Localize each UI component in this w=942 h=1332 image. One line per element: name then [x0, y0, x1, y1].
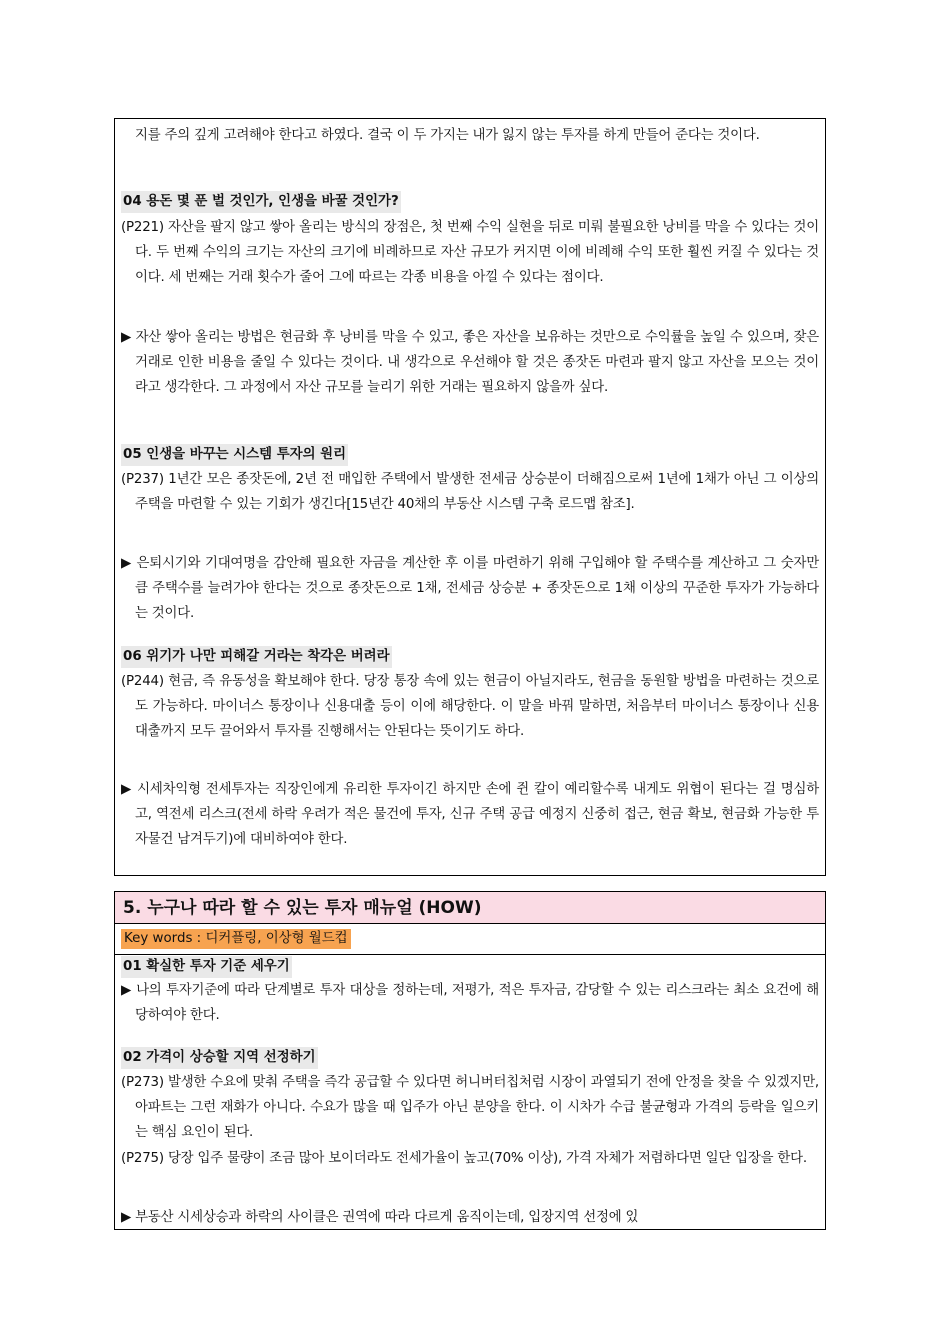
section-05-quote: (P237) 1년간 모은 종잣돈에, 2년 전 매입한 주택에서 발생한 전세금 상승분이 더해짐으로써 1년에 1채가 아닌 그 이상의 주택을 마련할 수 있는 기회가 생긴다[15년간 40채의 부동산 시스템 구축 로드맵 참조].: [121, 472, 819, 512]
section-02-quote-2: (P275) 당장 입주 물량이 조금 많아 보이더라도 전세가율이 높고(70% 이상), 가격 자체가 저렴하다면 일단 입장을 한다.: [121, 1151, 807, 1166]
book-notes-box: [114, 118, 826, 876]
keywords-label: Key words : 디커플링, 이상형 월드컵: [121, 929, 351, 949]
section-02-comment: ▶ 부동산 시세상승과 하락의 사이클은 권역에 따라 다르게 움직이는데, 입장지역 선정에 있: [121, 1210, 639, 1225]
intro-paragraph: 지를 주의 깊게 고려해야 한다고 하였다. 결국 이 두 가지는 내가 잃지 않는 투자를 하게 만들어 준다는 것이다.: [135, 128, 760, 143]
section-06-quote: (P244) 현금, 즉 유동성을 확보해야 한다. 당장 통장 속에 있는 현금이 아닐지라도, 현금을 동원할 방법을 마련하는 것으로도 가능하다. 마이너스 통장이나 신용대출 등이 이에 해당한다. 이 말을 바꿔 말하면, 처음부터 마이너스 통장이나 신용대출까지 모두 끌어와서 투자를 진행해서는 안된다는 뜻이기도 하다.: [121, 674, 819, 739]
section-04-quote: (P221) 자산을 팔지 않고 쌓아 올리는 방식의 장점은, 첫 번째 수익 실현을 뒤로 미뤄 불필요한 낭비를 막을 수 있다는 것이다. 두 번째 수익의 크기는 자산의 크기에 비례하므로 자산 규모가 커지면 이에 비례해 수익 또한 훨씬 커질 수 있다는 것이다. 세 번째는 거래 횟수가 줄어 그에 따르는 각종 비용을 아낄 수 있다는 점이다.: [121, 220, 819, 285]
section-04-comment: ▶ 자산 쌓아 올리는 방법은 현금화 후 낭비를 막을 수 있고, 좋은 자산을 보유하는 것만으로 수익률을 높일 수 있으며, 잦은 거래로 인한 비용을 줄일 수 있다는 것이다. 내 생각으로 우선해야 할 것은 종잣돈 마련과 팔지 않고 자산을 모으는 것이라고 생각한다. 그 과정에서 자산 규모를 늘리기 위한 거래는 필요하지 않을까 싶다.: [121, 330, 819, 395]
section-06-heading: 06 위기가 나만 피해갈 거라는 착각은 버려라: [121, 646, 392, 668]
manual-section-box: [114, 891, 826, 1230]
section-04-heading: 04 용돈 몇 푼 벌 것인가, 인생을 바꿀 것인가?: [121, 191, 401, 213]
section-02-heading: 02 가격이 상승할 지역 선정하기: [121, 1047, 318, 1069]
section-06-comment: ▶ 시세차익형 전세투자는 직장인에게 유리한 투자이긴 하지만 손에 쥔 칼이 예리할수록 내게도 위협이 된다는 걸 명심하고, 역전세 리스크(전세 하락 우려가 적은 물건에 투자, 신규 주택 공급 예정지 신중히 접근, 현금 확보, 현금화 가능한 투자물건 남겨두기)에 대비하여야 한다.: [121, 782, 819, 847]
section-05-heading: 05 인생을 바꾸는 시스템 투자의 원리: [121, 444, 348, 466]
section-title: 5. 누구나 따라 할 수 있는 투자 매뉴얼 (HOW): [115, 892, 825, 924]
section-01-comment: ▶ 나의 투자기준에 따라 단계별로 투자 대상을 정하는데, 저평가, 적은 투자금, 감당할 수 있는 리스크라는 최소 요건에 해당하여야 한다.: [121, 983, 819, 1023]
section-01-heading: 01 확실한 투자 기준 세우기: [121, 956, 292, 978]
section-02-quote-1: (P273) 발생한 수요에 맞춰 주택을 즉각 공급할 수 있다면 허니버터칩처럼 시장이 과열되기 전에 안정을 찾을 수 있겠지만, 아파트는 그런 재화가 아니다. 수요가 많을 때 입주가 아닌 분양을 한다. 이 시차가 수급 불균형과 가격의 등락을 일으키는 핵심 요인이 된다.: [121, 1075, 819, 1140]
keywords-bar: [115, 924, 825, 955]
section-05-comment: ▶ 은퇴시기와 기대여명을 감안해 필요한 자금을 계산한 후 이를 마련하기 위해 구입해야 할 주택수를 계산하고 그 숫자만큼 주택수를 늘려가야 한다는 것으로 종잣돈으로 1채, 전세금 상승분 + 종잣돈으로 1채 이상의 꾸준한 투자가 가능하다는 것이다.: [121, 556, 819, 621]
